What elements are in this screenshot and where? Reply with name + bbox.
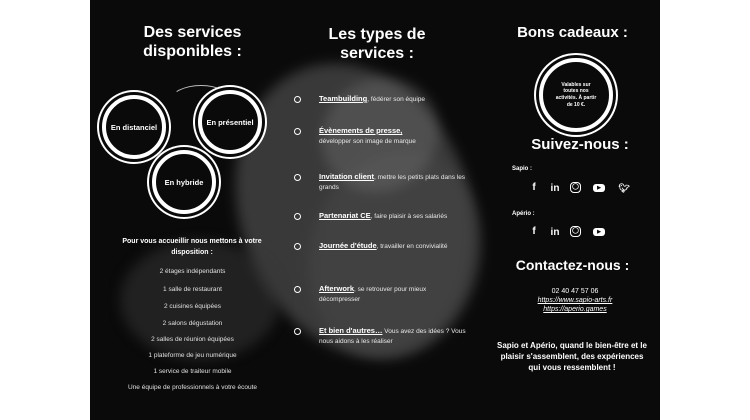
mode-hybride: En hybride bbox=[152, 150, 216, 214]
linkedin-icon[interactable]: in bbox=[550, 183, 560, 194]
amenity-item: 1 salle de restaurant bbox=[163, 286, 222, 293]
aperio-label: Apério : bbox=[512, 211, 535, 217]
bullet-icon bbox=[294, 243, 301, 250]
contact-title: Contactez-nous : bbox=[515, 257, 630, 273]
instagram-icon[interactable]: ◯ bbox=[570, 226, 581, 237]
amenity-item: Une équipe de professionnels à votre écoute bbox=[127, 384, 257, 391]
bullet-icon bbox=[294, 128, 301, 135]
intro-text: Pour vous accueillir nous mettons à votre disposition : bbox=[122, 238, 262, 257]
gift-title: Bons cadeaux : bbox=[517, 24, 628, 41]
amenity-item: 1 plateforme de jeu numérique bbox=[148, 352, 237, 359]
tagline: Sapio et Apério, quand le bien-être et le plaisir s'assemblent, des expériences qui vous ressemblent ! bbox=[497, 341, 647, 373]
mode-presentiel: En présentiel bbox=[198, 90, 262, 154]
website-link[interactable]: https://www.sapio-arts.fr bbox=[537, 297, 613, 304]
twitter-icon[interactable]: 🐦︎ bbox=[618, 183, 630, 193]
phone-number: 02 40 47 57 06 bbox=[551, 288, 599, 295]
sapio-label: Sapio : bbox=[512, 166, 533, 172]
bullet-icon bbox=[294, 174, 301, 181]
amenity-item: 2 étages indépendants bbox=[159, 268, 226, 275]
service-item: Afterwork, se retrouver pour mieux décompresser bbox=[319, 284, 427, 303]
bullet-icon bbox=[294, 286, 301, 293]
service-item: Évènements de presse, développer son image de marque bbox=[319, 126, 416, 145]
service-item: Journée d'étude, travailler en convivialité bbox=[319, 241, 448, 250]
bullet-icon bbox=[294, 96, 301, 103]
website-link[interactable]: https://aperio.games bbox=[543, 306, 607, 313]
instagram-icon[interactable]: ◯ bbox=[570, 182, 581, 193]
service-item: Partenariat CE, faire plaisir à ses salariés bbox=[319, 211, 448, 220]
bullet-icon bbox=[294, 213, 301, 220]
flyer bbox=[90, 0, 660, 420]
follow-title: Suivez-nous : bbox=[531, 136, 629, 153]
gift-badge: Valables sur toutes nos activités. À partir de 10 €. bbox=[539, 58, 613, 132]
amenity-item: 2 cuisines équipées bbox=[163, 303, 222, 310]
service-item: Teambuilding, fédérer son équipe bbox=[319, 94, 426, 103]
types-title: Les types de services : bbox=[328, 26, 426, 62]
service-item: Et bien d'autres… Vous avez des idées ? Vous nous aidons à les réaliser bbox=[319, 326, 466, 345]
service-item: Invitation client, mettre les petits plats dans les grands bbox=[319, 172, 466, 191]
linkedin-icon[interactable]: in bbox=[550, 227, 560, 238]
facebook-icon[interactable]: f bbox=[532, 226, 536, 237]
bullet-icon bbox=[294, 328, 301, 335]
amenity-item: 2 salons dégustation bbox=[162, 320, 223, 327]
youtube-icon[interactable]: ▶ bbox=[593, 184, 605, 192]
facebook-icon[interactable]: f bbox=[532, 182, 536, 193]
amenity-item: 2 salles de réunion équipées bbox=[151, 336, 234, 343]
youtube-icon[interactable]: ▶ bbox=[593, 228, 605, 236]
amenity-item: 1 service de traiteur mobile bbox=[153, 368, 232, 375]
mode-distanciel: En distanciel bbox=[102, 95, 166, 159]
services-title: Des services disponibles : bbox=[143, 24, 242, 60]
